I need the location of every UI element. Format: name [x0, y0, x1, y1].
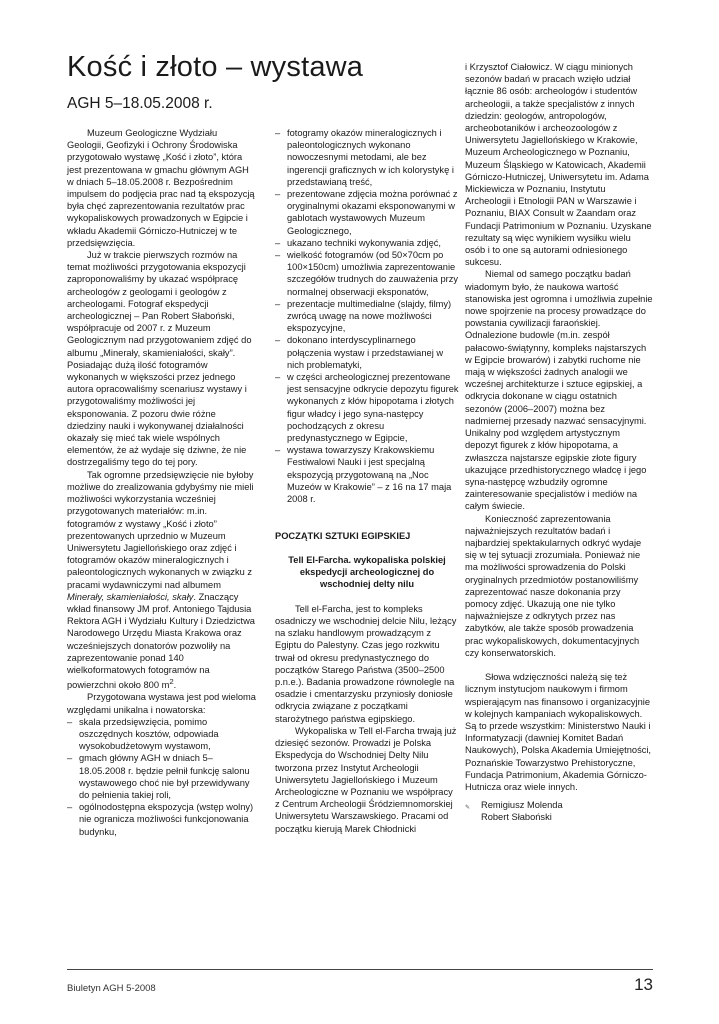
paragraph: Muzeum Geologiczne Wydziału Geologii, Geofizyki i Ochrony Środowiska przygotowało wystawę „Kość i złoto”, która jest prezentowana w gmachu głównym AGH w dniach 5–18.05.2008 r. Bezpośrednim impulsem do podjęcia prac nad tą ekspozycją była chęć zaprezentowania rezultatów prac wykopaliskowych prowadzonych w Egipcie i wkładu Akademii Górniczo-Hutniczej w te przedsięwzięcia. [67, 128, 255, 248]
paragraph: Przygotowana wystawa jest pod wieloma względami unikalna i nowatorska: [67, 692, 256, 715]
column-1 [67, 127, 256, 838]
paragraph: Słowa wdzięczności należą się też licznym instytucjom naukowym i firmom wspierającym nas finansowo i organizacyjnie w kolejnych kampaniach wykopaliskowych. Są to przede wszystkim: Ministerstwo Nauki i Informatyzacji (dawniej Komitet Badań Naukowych), Polska Akademia Umiejętności, Poznańskie Towarzystwo Prehistoryczne, Fundacja Patrimonium, Akademia Górniczo-Hutnicza oraz wiele innych. [465, 672, 652, 792]
footer-publication: Biuletyn AGH 5-2008 [67, 983, 156, 994]
paragraph: Już w trakcie pierwszych rozmów na temat możliwości przygotowania ekspozycji zaproponowaliśmy by ukazać współpracę archeologów z geologami i geologów z archeologami. Fotograf ekspedycji archeologicznej – Pan Robert Słaboński, współpracuje od 2007 r. z Muzeum Geologicznym nad przygotowaniem zdjęć do albumu „Minerały, skamieniałości, skały”. Posiadając dużą ilość fotogramów wykonanych w większości przez jednego autora opracowaliśmy scenariusz wystawy i przygotowaliśmy możliwości jej eksponowania. Z pozoru dwie różne dziedziny nauki i wykonywanej działalności okazały się mieć tak wiele wspólnych elementów, że aż wydaje się dziwne, że nie dostrzegaliśmy tego do tej pory. [67, 250, 252, 468]
list-item: – ogólnodostępna ekspozycja (wstęp wolny) nie ogranicza możliwości funkcjonowania budynku, [67, 801, 256, 838]
list-item: – wielkość fotogramów (od 50×70cm po 100×150cm) umożliwia zaprezentowanie szczegółów trudnych do zauważenia przy normalnej obserwacji eksponatów, [275, 249, 459, 298]
feature-list [67, 716, 256, 838]
author-name: Remigiusz Molenda [481, 800, 563, 811]
list-item: – prezentowane zdjęcia można porównać z oryginalnymi okazami eksponowanymi w gablotach wystawowych Muzeum Geologicznego, [275, 188, 459, 237]
list-item: – ukazano techniki wykonywania zdjęć, [275, 237, 459, 249]
page-number: 13 [634, 975, 653, 994]
section-heading: POCZĄTKI SZTUKI EGIPSKIEJ [275, 530, 411, 541]
list-item: – wystawa towarzyszy Krakowskiemu Festiwalowi Nauki i jest specjalną ekspozycją przygotowaną na „Noc Muzeów w Krakowie” – z 16 na 17 maja 2008 r. [275, 444, 459, 505]
feature-list [275, 127, 459, 505]
paragraph: Wykopaliska w Tell el-Farcha trwają już dziesięć sezonów. Prowadzi je Polska Ekspedycja do Wschodniej Delty Nilu tworzona przez Instytut Archeologii Uniwersytetu Jagiellońskiego i Muzeum Archeologiczne w Poznaniu we współpracy z Centrum Archeologii Śródziemnomorskiej Uniwersytetu Warszawskiego. Pracami od początku kierują Marek Chłodnicki [275, 725, 457, 834]
text-run: . [173, 680, 177, 691]
article-title: Kość i złoto – wystawa [67, 51, 364, 83]
text-run: . Znaczący wkład finansowy JM prof. Antoniego Tajdusia Rektora AGH i Wydziału Kultury i Dziedzictwa Narodowego Urzędu Miasta Krakowa oraz wcześniejszych donatorów pozwoliły na zaprezentowanie ponad 140 wielkoformatowych fotogramów na powierzchni około 800 m [67, 591, 255, 691]
section-subheading: Tell El-Farcha. wykopaliska polskiej ekspedycji archeologicznej do wschodniej delty nilu [288, 555, 446, 590]
album-title: Minerały, skamieniałości, skały [67, 591, 194, 602]
list-item: – dokonano interdyscyplinarnego połączenia wystaw i przedstawianej w nich problematyki, [275, 334, 459, 371]
superscript: 2 [169, 677, 174, 687]
list-item: – gmach główny AGH w dniach 5–18.05.2008 r. będzie pełnił funkcję salonu wystawowego choć nie był przewidywany do pełnienia takiej roli, [67, 752, 256, 801]
list-item: – w części archeologicznej prezentowane jest sensacyjne odkrycie depozytu figurek wykonanych z kłów hipopotama i złotych figur władcy i jego syna-następcy pochodzących z okresu predynastycznego w Egipcie, [275, 371, 459, 444]
list-item: – skala przedsięwzięcia, pomimo oszczędnych kosztów, odpowiada wysokobudżetowym wystawom, [67, 716, 256, 753]
paragraph: i Krzysztof Ciałowicz. W ciągu minionych sezonów badań w pracach wzięło udział łącznie 86 osób: archeologów i studentów archeologii, a także specjalistów z innych dziedzin: geologów, antropologów, archeobotaników i archeozoologów z Uniwersytetu Jagiellońskiego w Krakowie, Muzeum Archeologicznego w Poznaniu, Muzeum Śląskiego w Katowicach, Akademii Górniczo-Hutniczej, Uniwersytetu im. Adama Mickiewicza w Poznaniu, Instytutu Archeologii i Etnologii PAN w Warszawie i Poznaniu, BIAX Consult w Zaandam oraz Fundacji Patrimonium w Poznaniu. Uzyskane rezultaty są więc wynikiem wysiłku wielu osób i to one są autorami odniesionego sukcesu. [465, 62, 652, 268]
paragraph: Tell el-Farcha, jest to kompleks osadniczy we wschodniej delcie Nilu, leżący na szlaku handlowym prowadzącym z Egiptu do Palestyny. Czas jego rozkwitu trwał od okresu predynastycznego do początków Starego Państwa (3500–2500 p.n.e.). Badania prowadzone równolegle na osadzie i cmentarzysku przyniosły doniosłe odkrycia związane z początkami starożytnego państwa egipskiego. [275, 603, 457, 724]
text-run: Tak ogromne przedsięwzięcie nie byłoby możliwe do zrealizowania gdybyśmy nie mieli możliwości wykorzystania wcześniej przygotowanych materiałów: m.in. fotogramów z wystawy „Kość i złoto” prezentowanych uprzednio w Muzeum Uniwersytetu Jagiellońskiego oraz zdjęć i fotogramów okazów mineralogicznych i paleontologicznych wykonanych w związku z pracami wydawniczymi nad albumem [67, 469, 254, 590]
column-3 [465, 61, 653, 824]
paragraph [67, 469, 256, 692]
article-subtitle: AGH 5–18.05.2008 r. [67, 95, 213, 112]
footer-rule [67, 969, 653, 970]
paragraph: Konieczność zaprezentowania najważniejszych rezultatów badań i najbardziej spektakularnych odkryć wydaje się w tej sytuacji zrozumiała. Ponieważ nie ma możliwości sprowadzenia do Polski oryginalnych przedmiotów postanowiliśmy zaprezentować nasze dokonania przy pomocy zdjęć. Ukazują one nie tylko najważniejsze z odkrytych przez nas zabytków, ale także sposób prowadzenia prac wykopaliskowych, dokumentacyjnych czy konserwatorskich. [465, 513, 642, 658]
paragraph: Niemal od samego początku badań wiadomym było, że naukowa wartość stanowiska jest ogromna i umożliwia zupełnie nowe spojrzenie na procesy prowadzące do powstania cywilizacji faraońskiej. Odnalezione budowle (m.in. zespół pałacowo-świątynny, kompleks najstarszych w Egipcie browarów) i zabytki ruchome nie mają w większości żadnych analogii we wcześnej architekturze i sztuce egipskiej, a odkrycia dokonane w ciągu ostatnich sezonów (2006–2007) można bez nadmiernej przesady nazwać sensacyjnymi. Unikalny pod względem artystycznym depozyt figurek z kłów hipopotama, a zwłaszcza najstarsze egipskie złote figury ukazujące przedhistorycznego władcę i jego syna-następcę wzbudziły ogromne zainteresowanie specjalistów i mediów na całym świecie. [465, 269, 653, 512]
signature-block [465, 799, 653, 823]
author-name: Robert Słaboński [481, 812, 552, 823]
list-item: – prezentacje multimedialne (slajdy, filmy) zwrócą uwagę na nowe możliwości ekspozycyjne, [275, 298, 459, 335]
column-2 [275, 127, 459, 835]
author-mark-icon: ✎ [465, 805, 471, 812]
list-item: – fotogramy okazów mineralogicznych i paleontologicznych wykonano nowoczesnymi metodami, ale bez ingerencji graficznych w ich kolorystykę i przedstawianą treść, [275, 127, 459, 188]
